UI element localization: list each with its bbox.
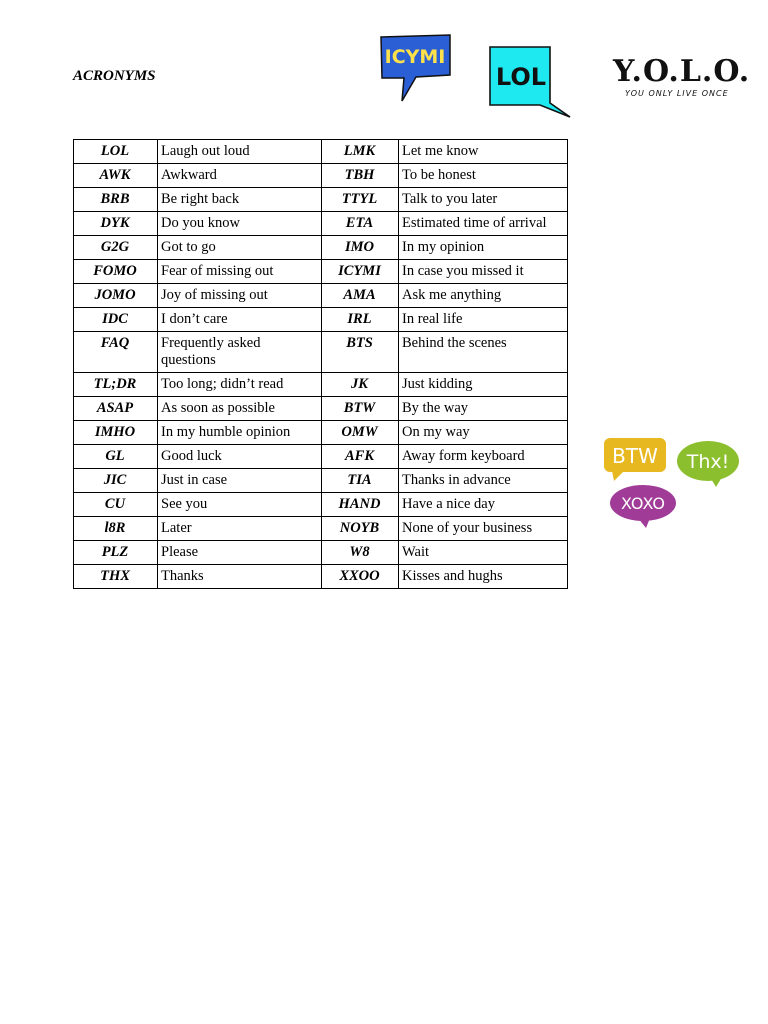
icymi-sticker-icon [378,33,454,103]
acronym-cell: ASAP [74,397,158,421]
meaning-cell: In my opinion [399,236,568,260]
acronym-cell: BTS [322,332,399,373]
meaning-cell: Be right back [158,188,322,212]
acronym-cell: JOMO [74,284,158,308]
acronym-cell: FAQ [74,332,158,373]
meaning-cell: Just kidding [399,373,568,397]
table-row [74,373,568,397]
acronym-cell: TTYL [322,188,399,212]
table-row [74,421,568,445]
table-row [74,493,568,517]
acronym-cell: ICYMI [322,260,399,284]
meaning-cell: Please [158,541,322,565]
yolo-logo: Y.O.L.O. [613,54,751,89]
acronym-cell: AWK [74,164,158,188]
acronym-cell: OMW [322,421,399,445]
meaning-cell: Laugh out loud [158,140,322,164]
meaning-cell: Talk to you later [399,188,568,212]
meaning-cell: Fear of missing out [158,260,322,284]
meaning-cell: Thanks [158,565,322,589]
btw-text: BTW [612,444,658,468]
yolo-subtitle: YOU ONLY LIVE ONCE [625,89,729,98]
thx-text: Thx! [686,451,730,473]
meaning-cell: Let me know [399,140,568,164]
acronym-table [73,139,568,589]
acronym-cell: l8R [74,517,158,541]
meaning-cell: Kisses and hughs [399,565,568,589]
acronym-cell: G2G [74,236,158,260]
meaning-cell: Later [158,517,322,541]
table-row [74,260,568,284]
meaning-cell: As soon as possible [158,397,322,421]
acronym-cell: IDC [74,308,158,332]
meaning-cell: Awkward [158,164,322,188]
acronym-cell: TL;DR [74,373,158,397]
acronym-cell: BTW [322,397,399,421]
acronym-cell: TIA [322,469,399,493]
table-row [74,188,568,212]
acronym-cell: BRB [74,188,158,212]
table-row [74,469,568,493]
table-row [74,164,568,188]
table-row [74,236,568,260]
table-row [74,445,568,469]
meaning-cell: In case you missed it [399,260,568,284]
meaning-cell: Away form keyboard [399,445,568,469]
acronym-cell: THX [74,565,158,589]
acronym-cell: JK [322,373,399,397]
table-row [74,308,568,332]
meaning-cell: Frequently asked questions [158,332,322,373]
acronym-cell: JIC [74,469,158,493]
meaning-cell: None of your business [399,517,568,541]
acronym-cell: IMHO [74,421,158,445]
meaning-cell: Too long; didn’t read [158,373,322,397]
table-row [74,284,568,308]
meaning-cell: To be honest [399,164,568,188]
acronym-cell: AFK [322,445,399,469]
meaning-cell: Joy of missing out [158,284,322,308]
meaning-cell: Wait [399,541,568,565]
table-row [74,332,568,373]
table-row [74,397,568,421]
meaning-cell: Estimated time of arrival [399,212,568,236]
meaning-cell: In real life [399,308,568,332]
xoxo-text: XOXO [620,494,666,513]
acronym-cell: AMA [322,284,399,308]
meaning-cell: Behind the scenes [399,332,568,373]
icymi-text: ICYMI [384,46,446,68]
meaning-cell: Just in case [158,469,322,493]
table-row [74,517,568,541]
meaning-cell: See you [158,493,322,517]
meaning-cell: Have a nice day [399,493,568,517]
meaning-cell: Do you know [158,212,322,236]
acronym-cell: FOMO [74,260,158,284]
lol-text: LOL [495,63,547,91]
acronym-cell: XXOO [322,565,399,589]
acronym-cell: ETA [322,212,399,236]
acronym-cell: DYK [74,212,158,236]
meaning-cell: Thanks in advance [399,469,568,493]
acronym-cell: IMO [322,236,399,260]
meaning-cell: Good luck [158,445,322,469]
acronym-cell: PLZ [74,541,158,565]
acronym-cell: IRL [322,308,399,332]
meaning-cell: On my way [399,421,568,445]
meaning-cell: Got to go [158,236,322,260]
acronym-cell: CU [74,493,158,517]
acronym-cell: TBH [322,164,399,188]
meaning-cell: By the way [399,397,568,421]
meaning-cell: I don’t care [158,308,322,332]
lol-sticker-icon [488,45,572,119]
acronym-cell: LMK [322,140,399,164]
table-row [74,541,568,565]
page-title: ACRONYMS [73,68,156,84]
acronym-cell: HAND [322,493,399,517]
acronym-cell: W8 [322,541,399,565]
acronym-cell: GL [74,445,158,469]
acronym-cell: LOL [74,140,158,164]
table-row [74,212,568,236]
meaning-cell: In my humble opinion [158,421,322,445]
acronym-cell: NOYB [322,517,399,541]
meaning-cell: Ask me anything [399,284,568,308]
table-row [74,565,568,589]
chat-bubbles-sticker-icon [598,433,744,529]
table-row [74,140,568,164]
